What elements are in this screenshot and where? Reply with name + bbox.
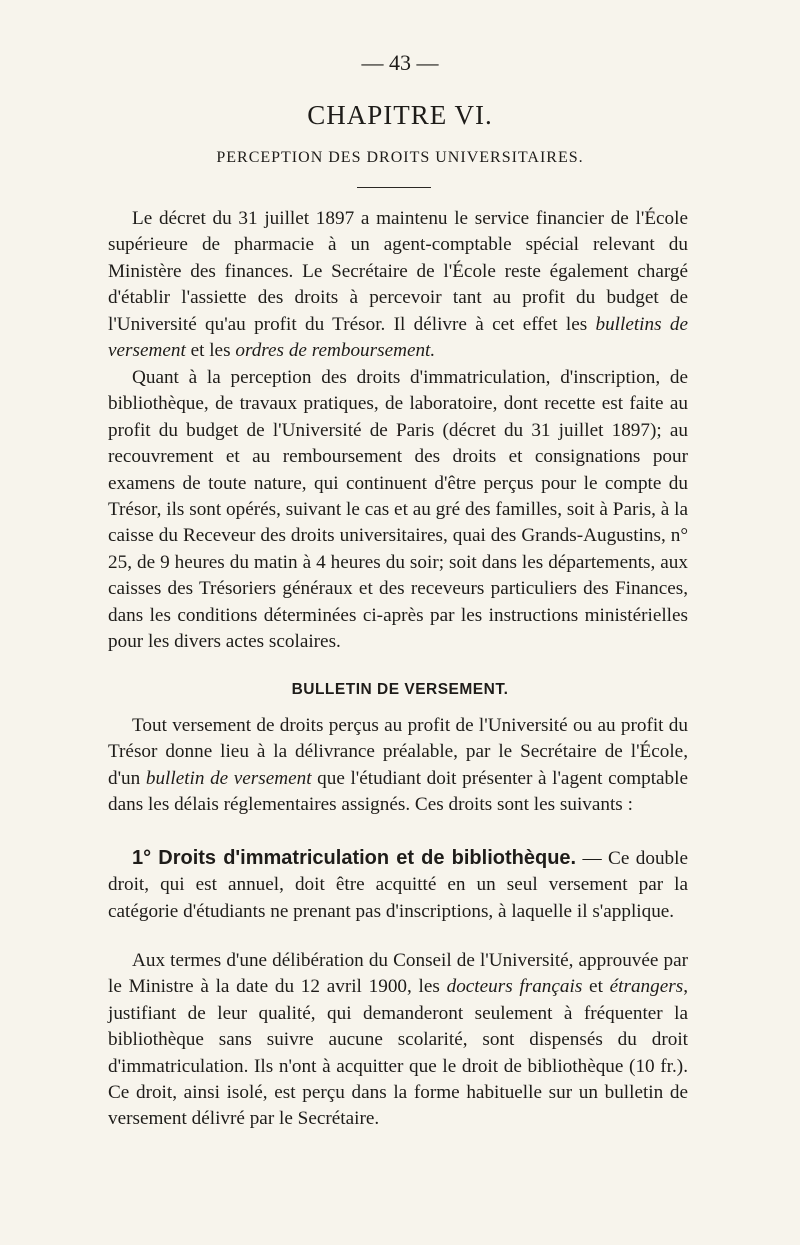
page-number: — 43 — (361, 50, 439, 75)
section-heading: BULLETIN DE VERSEMENT. (291, 681, 509, 698)
subsection-heading: 1° Droits d'immatriculation et de bibliothèque. (132, 847, 577, 869)
para5-italic-1: docteurs français (446, 976, 583, 998)
para3-text-1: Tout versement de droits perçus au profit de l'Université ou au profit du Trésor donne lieu à la délivrance préalable, par le Secrétaire de l'École, d'un (108, 715, 688, 789)
para1-italic-2: ordres de remboursement. (235, 340, 436, 362)
paragraph-3 (108, 713, 688, 819)
chapter-subtitle: PERCEPTION DES DROITS UNIVERSITAIRES. (216, 149, 584, 166)
paragraph-4 (108, 845, 688, 925)
para1-text-1: Le décret du 31 juillet 1897 a maintenu le service financier de l'École supérieure de pharmacie à un agent-comptable spécial relevant du Ministère des finances. Le Secrétaire de l'École reste également chargé d'établir l'assiette des droits à percevoir tant au profit du budget de l'Université qu'au profit du Trésor. Il délivre à cet effet les (108, 208, 688, 335)
para5-text-1: Aux termes d'une délibération du Conseil de l'Université, approuvée par le Ministre à la date du 12 avril 1900, les (108, 950, 688, 998)
para2-text: Quant à la perception des droits d'immatriculation, d'inscription, de bibliothèque, de travaux pratiques, de laboratoire, dont recette est faite au profit du budget de l'Université de Paris (décret du 31 juillet 1897); au recouvrement et au remboursement des droits et consignations pour examens de toute nature, qui continuent d'être perçus pour le compte du Trésor, ils sont opérés, suivant le cas et au gré des familles, soit à Paris, à la caisse du Receveur des droits universitaires, quai des Grands-Augustins, n° 25, de 9 heures du matin à 4 heures du soir; soit dans les départements, aux caisses des Trésoriers généraux et des receveurs particuliers des Finances, dans les conditions déterminées ci-après par les instructions ministérielles pour les divers actes scolaires. (108, 367, 688, 653)
para5-text-3: , justifiant de leur qualité, qui demanderont seulement à fréquenter la bibliothèque sans suivre aucune scolarité, sont dispensés du droit d'immatriculation. Ils n'ont à acquitter que le droit de bibliothèque (10 fr.). Ce droit, ainsi isolé, est perçu dans la forme habituelle sur un bulletin de versement délivré par le Secrétaire. (108, 976, 688, 1130)
para5-italic-2: étrangers (609, 976, 684, 998)
para5-text-2: et (582, 976, 610, 998)
para3-italic-1: bulletin de versement (145, 767, 312, 789)
divider-rule (357, 187, 431, 188)
paragraph-1 (108, 206, 688, 364)
para4-text: — Ce double droit, qui est annuel, doit être acquitté en un seul versement par la catégorie d'étudiants ne prenant pas d'inscriptions, à laquelle il s'applique. (108, 848, 688, 922)
paragraph-2 (108, 365, 688, 655)
para1-italic-1: bulletins de versement (108, 313, 688, 362)
paragraph-5 (108, 948, 688, 1133)
para1-text-2: et les (185, 340, 236, 362)
para3-text-2: que l'étudiant doit présenter à l'agent comptable dans les délais réglementaires assignés. Ces droits sont les suivants : (108, 767, 688, 816)
chapter-title: CHAPITRE VI. (307, 100, 493, 130)
